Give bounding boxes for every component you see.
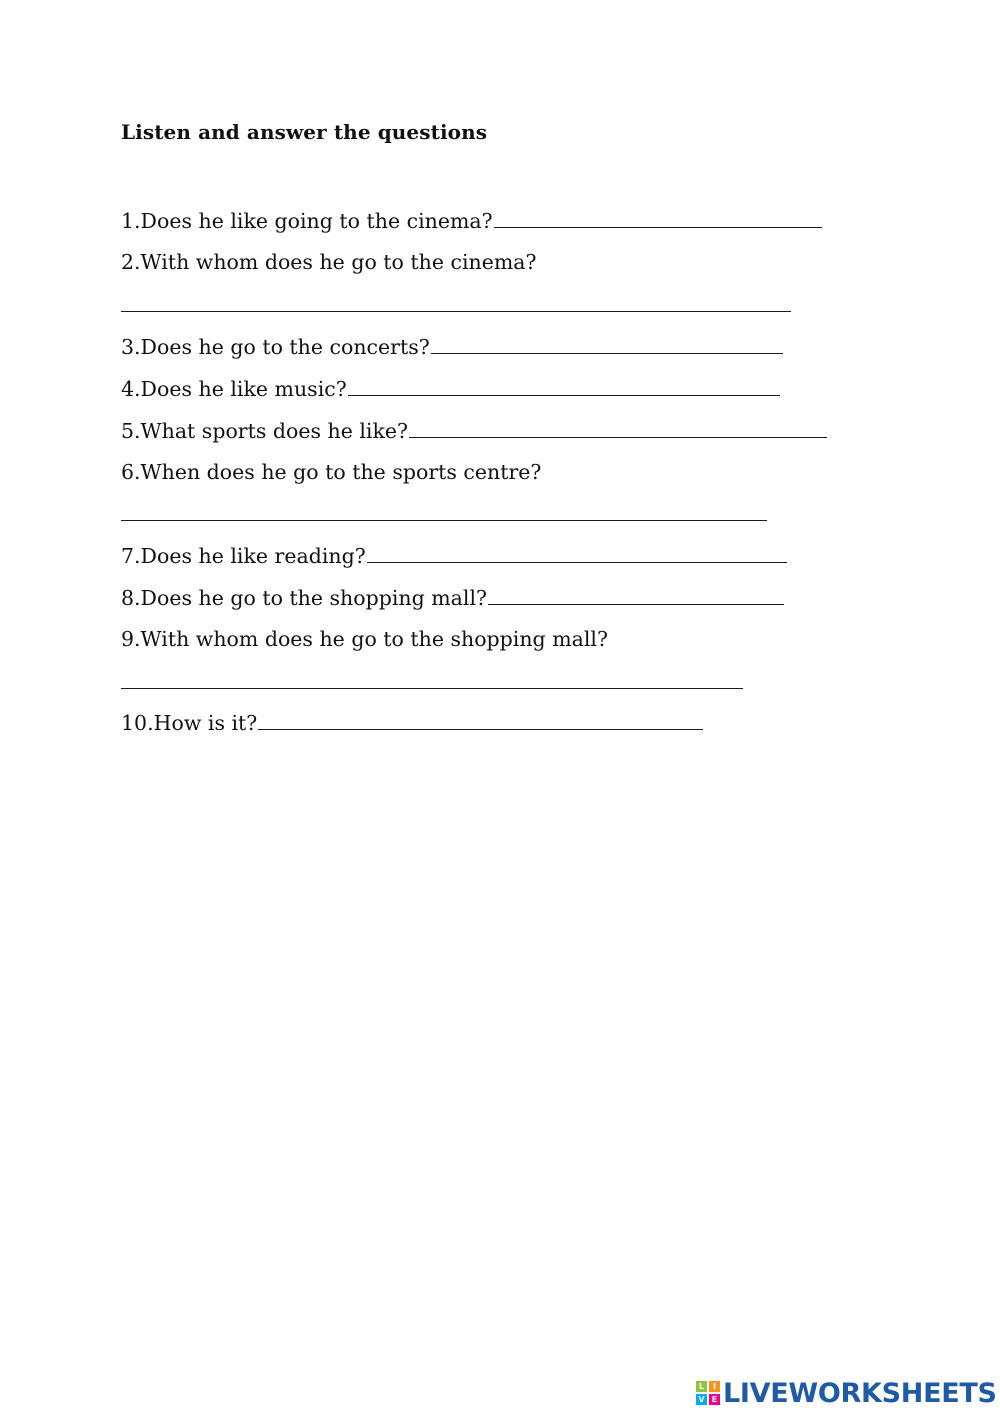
answer-blank[interactable]: [488, 582, 784, 605]
question-text: 8.Does he go to the shopping mall?: [121, 586, 487, 610]
logo-cell: L: [696, 1381, 707, 1392]
worksheet-title: Listen and answer the questions: [121, 120, 488, 144]
liveworksheets-footer[interactable]: [696, 1377, 997, 1409]
question-5: [121, 415, 827, 446]
answer-line[interactable]: [121, 688, 743, 689]
question-1: [121, 205, 822, 236]
logo-cell: V: [696, 1394, 707, 1405]
answer-line[interactable]: [121, 311, 791, 312]
question-9: [121, 624, 608, 654]
question-text: 10.How is it?: [121, 711, 258, 735]
question-text: 3.Does he go to the concerts?: [121, 335, 430, 359]
liveworksheets-logo-icon: [696, 1381, 720, 1405]
logo-cell: E: [709, 1394, 720, 1405]
logo-cell: I: [709, 1381, 720, 1392]
question-8: [121, 582, 784, 613]
brand-name: LIVEWORKSHEETS: [723, 1377, 997, 1409]
question-10: [121, 707, 703, 738]
answer-blank[interactable]: [409, 415, 827, 438]
question-6: [121, 457, 541, 487]
question-2: [121, 247, 537, 277]
question-text: 6.When does he go to the sports centre?: [121, 460, 542, 484]
question-text: 2.With whom does he go to the cinema?: [121, 250, 537, 274]
question-text: 1.Does he like going to the cinema?: [121, 209, 493, 233]
question-text: 5.What sports does he like?: [121, 419, 409, 443]
answer-blank[interactable]: [348, 373, 780, 396]
answer-blank[interactable]: [258, 707, 703, 730]
question-3: [121, 331, 783, 362]
question-4: [121, 373, 780, 404]
answer-blank[interactable]: [367, 540, 787, 563]
question-text: 9.With whom does he go to the shopping mall?: [121, 627, 608, 651]
question-7: [121, 540, 787, 571]
answer-blank[interactable]: [431, 331, 783, 354]
answer-line[interactable]: [121, 520, 767, 521]
answer-blank[interactable]: [494, 205, 822, 228]
question-text: 4.Does he like music?: [121, 377, 347, 401]
question-text: 7.Does he like reading?: [121, 544, 366, 568]
